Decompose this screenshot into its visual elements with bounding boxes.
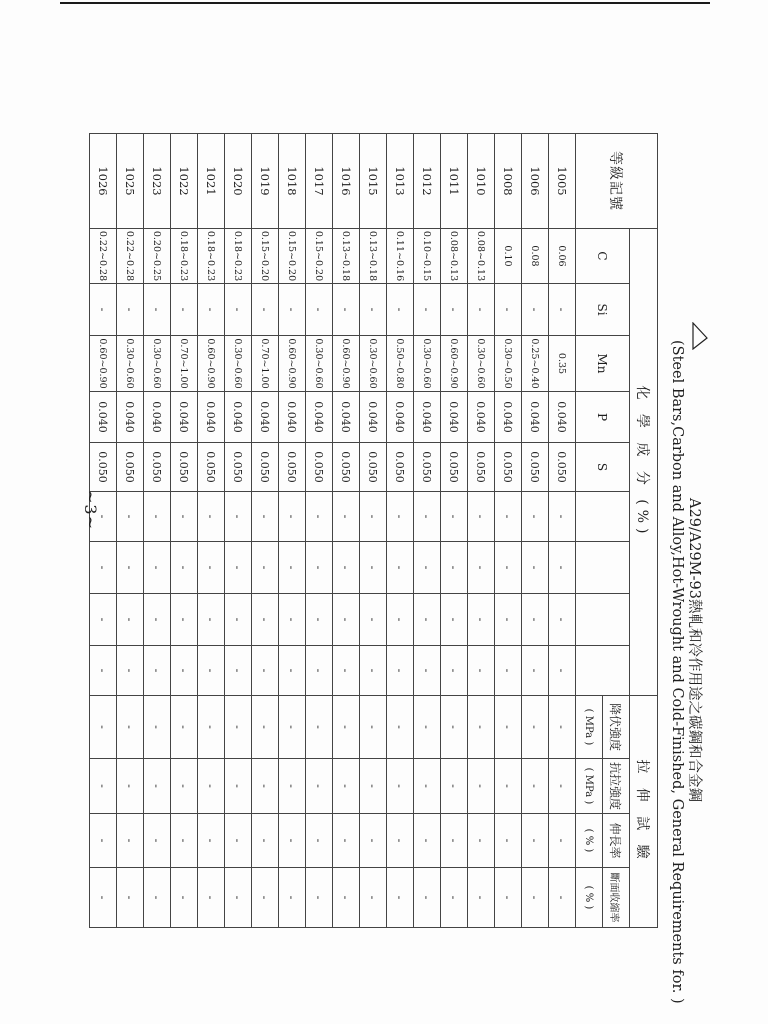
phosphorus-cell: 0.040 bbox=[414, 392, 441, 443]
grade-cell: 1023 bbox=[144, 134, 171, 229]
empty-value-cell: - bbox=[279, 646, 306, 696]
empty-value-cell: - bbox=[549, 814, 576, 868]
grade-cell: 1020 bbox=[225, 134, 252, 229]
empty-value-cell: - bbox=[495, 492, 522, 542]
empty-value-cell: - bbox=[279, 696, 306, 759]
empty-value-cell: - bbox=[171, 542, 198, 594]
sulfur-cell: 0.050 bbox=[306, 443, 333, 492]
empty-value-cell: - bbox=[117, 868, 144, 928]
empty-value-cell: - bbox=[387, 868, 414, 928]
grade-cell: 1008 bbox=[495, 134, 522, 229]
phosphorus-cell: 0.040 bbox=[360, 392, 387, 443]
empty-value-cell: - bbox=[225, 814, 252, 868]
sulfur-cell: 0.050 bbox=[117, 443, 144, 492]
sulfur-cell: 0.050 bbox=[495, 443, 522, 492]
element-mn-header: Mn bbox=[576, 336, 630, 392]
empty-value-cell: - bbox=[90, 814, 117, 868]
empty-value-cell: - bbox=[90, 542, 117, 594]
silicon-cell: - bbox=[549, 284, 576, 336]
carbon-cell: 0.22~0.28 bbox=[90, 229, 117, 284]
empty-value-cell: - bbox=[414, 646, 441, 696]
empty-value-cell: - bbox=[495, 542, 522, 594]
grade-cell: 1021 bbox=[198, 134, 225, 229]
empty-value-cell: - bbox=[522, 868, 549, 928]
empty-value-cell: - bbox=[117, 646, 144, 696]
silicon-cell: - bbox=[90, 284, 117, 336]
sulfur-cell: 0.050 bbox=[90, 443, 117, 492]
empty-value-cell: - bbox=[252, 759, 279, 814]
empty-value-cell: - bbox=[414, 542, 441, 594]
empty-value-cell: - bbox=[117, 594, 144, 646]
empty-value-cell: - bbox=[333, 696, 360, 759]
empty-value-cell: - bbox=[414, 696, 441, 759]
sulfur-cell: 0.050 bbox=[333, 443, 360, 492]
empty-value-cell: - bbox=[252, 646, 279, 696]
empty-value-cell: - bbox=[198, 759, 225, 814]
table-row bbox=[441, 134, 468, 928]
manganese-cell: 0.30~0.60 bbox=[468, 336, 495, 392]
manganese-cell: 0.30~0.60 bbox=[306, 336, 333, 392]
empty-value-cell: - bbox=[144, 759, 171, 814]
manganese-cell: 0.60~0.90 bbox=[198, 336, 225, 392]
empty-value-cell: - bbox=[144, 542, 171, 594]
empty-value-cell: - bbox=[279, 759, 306, 814]
empty-value-cell: - bbox=[171, 646, 198, 696]
empty-value-cell: - bbox=[549, 646, 576, 696]
empty-value-cell: - bbox=[333, 492, 360, 542]
elongation-header: 伸長率 bbox=[603, 814, 630, 868]
empty-value-cell: - bbox=[441, 646, 468, 696]
empty-value-cell: - bbox=[387, 492, 414, 542]
manganese-cell: 0.25~0.40 bbox=[522, 336, 549, 392]
silicon-cell: - bbox=[414, 284, 441, 336]
empty-value-cell: - bbox=[387, 542, 414, 594]
phosphorus-cell: 0.040 bbox=[252, 392, 279, 443]
grade-cell: 1025 bbox=[117, 134, 144, 229]
empty-value-cell: - bbox=[549, 594, 576, 646]
empty-value-cell: - bbox=[225, 868, 252, 928]
empty-value-cell: - bbox=[306, 868, 333, 928]
empty-value-cell: - bbox=[495, 868, 522, 928]
empty-value-cell: - bbox=[360, 542, 387, 594]
reduction-unit: ( % ) bbox=[576, 868, 603, 928]
empty-value-cell: - bbox=[252, 492, 279, 542]
empty-value-cell: - bbox=[522, 696, 549, 759]
title-english: (Steel Bars,Carbon and Alloy,Hot-Wrought and Cold-Finished, General Requirements for. ) bbox=[669, 340, 685, 1004]
empty-value-cell: - bbox=[279, 814, 306, 868]
empty-value-cell: - bbox=[495, 759, 522, 814]
empty-value-cell: - bbox=[306, 759, 333, 814]
empty-value-cell: - bbox=[333, 646, 360, 696]
empty-value-cell: - bbox=[198, 696, 225, 759]
carbon-cell: 0.18~0.23 bbox=[198, 229, 225, 284]
grade-cell: 1012 bbox=[414, 134, 441, 229]
sulfur-cell: 0.050 bbox=[225, 443, 252, 492]
carbon-cell: 0.06 bbox=[549, 229, 576, 284]
empty-value-cell: - bbox=[225, 759, 252, 814]
empty-value-cell: - bbox=[522, 646, 549, 696]
empty-value-cell: - bbox=[198, 492, 225, 542]
phosphorus-cell: 0.040 bbox=[171, 392, 198, 443]
sulfur-cell: 0.050 bbox=[441, 443, 468, 492]
empty-value-cell: - bbox=[360, 759, 387, 814]
table-row bbox=[468, 134, 495, 928]
empty-value-cell: - bbox=[522, 759, 549, 814]
table-row bbox=[522, 134, 549, 928]
silicon-cell: - bbox=[252, 284, 279, 336]
table-row bbox=[495, 134, 522, 928]
empty-value-cell: - bbox=[171, 814, 198, 868]
carbon-cell: 0.18~0.23 bbox=[171, 229, 198, 284]
empty-value-cell: - bbox=[225, 492, 252, 542]
carbon-cell: 0.18~0.23 bbox=[225, 229, 252, 284]
element-p-header: P bbox=[576, 392, 630, 443]
table-row bbox=[252, 134, 279, 928]
empty-value-cell: - bbox=[468, 696, 495, 759]
empty-value-cell: - bbox=[549, 868, 576, 928]
carbon-cell: 0.08~0.13 bbox=[468, 229, 495, 284]
grade-cell: 1019 bbox=[252, 134, 279, 229]
manganese-cell: 0.60~0.90 bbox=[90, 336, 117, 392]
empty-value-cell: - bbox=[468, 646, 495, 696]
empty-value-cell: - bbox=[387, 814, 414, 868]
grade-cell: 1026 bbox=[90, 134, 117, 229]
silicon-cell: - bbox=[198, 284, 225, 336]
phosphorus-cell: 0.040 bbox=[144, 392, 171, 443]
table-row bbox=[414, 134, 441, 928]
blank-header bbox=[576, 542, 630, 594]
empty-value-cell: - bbox=[306, 492, 333, 542]
empty-value-cell: - bbox=[306, 696, 333, 759]
empty-value-cell: - bbox=[171, 594, 198, 646]
sulfur-cell: 0.050 bbox=[360, 443, 387, 492]
sulfur-cell: 0.050 bbox=[279, 443, 306, 492]
empty-value-cell: - bbox=[225, 542, 252, 594]
empty-value-cell: - bbox=[468, 868, 495, 928]
empty-value-cell: - bbox=[252, 868, 279, 928]
element-c-header: C bbox=[576, 229, 630, 284]
tensile-strength-header: 抗拉強度 bbox=[603, 759, 630, 814]
silicon-cell: - bbox=[144, 284, 171, 336]
empty-value-cell: - bbox=[360, 696, 387, 759]
empty-value-cell: - bbox=[333, 868, 360, 928]
empty-value-cell: - bbox=[495, 814, 522, 868]
empty-value-cell: - bbox=[144, 868, 171, 928]
empty-value-cell: - bbox=[549, 542, 576, 594]
manganese-cell: 0.30~0.60 bbox=[117, 336, 144, 392]
manganese-cell: 0.30~0.60 bbox=[144, 336, 171, 392]
empty-value-cell: - bbox=[468, 492, 495, 542]
table-body bbox=[90, 134, 576, 928]
empty-value-cell: - bbox=[333, 594, 360, 646]
empty-value-cell: - bbox=[549, 696, 576, 759]
empty-value-cell: - bbox=[495, 696, 522, 759]
table-row bbox=[549, 134, 576, 928]
sulfur-cell: 0.050 bbox=[549, 443, 576, 492]
empty-value-cell: - bbox=[549, 492, 576, 542]
empty-value-cell: - bbox=[306, 594, 333, 646]
grade-cell: 1015 bbox=[360, 134, 387, 229]
table-row bbox=[387, 134, 414, 928]
carbon-cell: 0.22~0.28 bbox=[117, 229, 144, 284]
table-row bbox=[171, 134, 198, 928]
empty-value-cell: - bbox=[414, 492, 441, 542]
phosphorus-cell: 0.040 bbox=[306, 392, 333, 443]
empty-value-cell: - bbox=[225, 696, 252, 759]
sulfur-cell: 0.050 bbox=[414, 443, 441, 492]
manganese-cell: 0.30~0.50 bbox=[495, 336, 522, 392]
empty-value-cell: - bbox=[414, 594, 441, 646]
empty-value-cell: - bbox=[306, 542, 333, 594]
element-s-header: S bbox=[576, 443, 630, 492]
empty-value-cell: - bbox=[360, 814, 387, 868]
empty-value-cell: - bbox=[441, 759, 468, 814]
sulfur-cell: 0.050 bbox=[198, 443, 225, 492]
empty-value-cell: - bbox=[441, 594, 468, 646]
empty-value-cell: - bbox=[252, 542, 279, 594]
empty-value-cell: - bbox=[360, 594, 387, 646]
empty-value-cell: - bbox=[252, 696, 279, 759]
grade-cell: 1022 bbox=[171, 134, 198, 229]
carbon-cell: 0.08 bbox=[522, 229, 549, 284]
phosphorus-cell: 0.040 bbox=[90, 392, 117, 443]
silicon-cell: - bbox=[117, 284, 144, 336]
empty-value-cell: - bbox=[144, 492, 171, 542]
silicon-cell: - bbox=[522, 284, 549, 336]
empty-value-cell: - bbox=[90, 759, 117, 814]
reduction-of-area-header: 斷面收縮率 bbox=[603, 868, 630, 928]
empty-value-cell: - bbox=[360, 868, 387, 928]
phosphorus-cell: 0.040 bbox=[225, 392, 252, 443]
element-si-header: Si bbox=[576, 284, 630, 336]
empty-value-cell: - bbox=[306, 814, 333, 868]
chem-composition-header: 化 學 成 分 (%) bbox=[630, 229, 658, 696]
table-row bbox=[306, 134, 333, 928]
empty-value-cell: - bbox=[90, 594, 117, 646]
carbon-cell: 0.15~0.20 bbox=[279, 229, 306, 284]
carbon-cell: 0.10 bbox=[495, 229, 522, 284]
phosphorus-cell: 0.040 bbox=[522, 392, 549, 443]
yield-strength-header: 降伏強度 bbox=[603, 696, 630, 759]
sulfur-cell: 0.050 bbox=[387, 443, 414, 492]
empty-value-cell: - bbox=[468, 759, 495, 814]
silicon-cell: - bbox=[306, 284, 333, 336]
empty-value-cell: - bbox=[414, 759, 441, 814]
table-row bbox=[279, 134, 306, 928]
empty-value-cell: - bbox=[144, 696, 171, 759]
empty-value-cell: - bbox=[90, 696, 117, 759]
empty-value-cell: - bbox=[522, 594, 549, 646]
empty-value-cell: - bbox=[522, 492, 549, 542]
manganese-cell: 0.50~0.80 bbox=[387, 336, 414, 392]
empty-value-cell: - bbox=[522, 814, 549, 868]
empty-value-cell: - bbox=[171, 759, 198, 814]
silicon-cell: - bbox=[387, 284, 414, 336]
empty-value-cell: - bbox=[171, 868, 198, 928]
phosphorus-cell: 0.040 bbox=[441, 392, 468, 443]
empty-value-cell: - bbox=[225, 646, 252, 696]
empty-value-cell: - bbox=[414, 868, 441, 928]
empty-value-cell: - bbox=[171, 492, 198, 542]
table-row bbox=[90, 134, 117, 928]
title-chinese: A29/A29M-93熱軋和冷作用途之碳鋼和合金鋼 bbox=[686, 498, 702, 802]
empty-value-cell: - bbox=[198, 868, 225, 928]
phosphorus-cell: 0.040 bbox=[117, 392, 144, 443]
empty-value-cell: - bbox=[90, 646, 117, 696]
table-row bbox=[198, 134, 225, 928]
manganese-cell: 0.30~0.60 bbox=[414, 336, 441, 392]
empty-value-cell: - bbox=[387, 646, 414, 696]
silicon-cell: - bbox=[441, 284, 468, 336]
manganese-cell: 0.30~0.60 bbox=[225, 336, 252, 392]
empty-value-cell: - bbox=[144, 594, 171, 646]
empty-value-cell: - bbox=[117, 696, 144, 759]
sulfur-cell: 0.050 bbox=[144, 443, 171, 492]
silicon-cell: - bbox=[279, 284, 306, 336]
silicon-cell: - bbox=[225, 284, 252, 336]
tensile-unit: ( MPa ) bbox=[576, 759, 603, 814]
carbon-cell: 0.13~0.18 bbox=[360, 229, 387, 284]
empty-value-cell: - bbox=[306, 646, 333, 696]
empty-value-cell: - bbox=[117, 492, 144, 542]
blank-header bbox=[576, 646, 630, 696]
carbon-cell: 0.15~0.20 bbox=[252, 229, 279, 284]
empty-value-cell: - bbox=[117, 759, 144, 814]
empty-value-cell: - bbox=[90, 868, 117, 928]
phosphorus-cell: 0.040 bbox=[549, 392, 576, 443]
sulfur-cell: 0.050 bbox=[522, 443, 549, 492]
silicon-cell: - bbox=[171, 284, 198, 336]
phosphorus-cell: 0.040 bbox=[333, 392, 360, 443]
empty-value-cell: - bbox=[414, 814, 441, 868]
table-row bbox=[360, 134, 387, 928]
carbon-cell: 0.08~0.13 bbox=[441, 229, 468, 284]
empty-value-cell: - bbox=[522, 542, 549, 594]
empty-value-cell: - bbox=[441, 492, 468, 542]
empty-value-cell: - bbox=[144, 814, 171, 868]
phosphorus-cell: 0.040 bbox=[495, 392, 522, 443]
empty-value-cell: - bbox=[198, 646, 225, 696]
empty-value-cell: - bbox=[117, 542, 144, 594]
empty-value-cell: - bbox=[117, 814, 144, 868]
empty-value-cell: - bbox=[198, 814, 225, 868]
empty-value-cell: - bbox=[441, 868, 468, 928]
empty-value-cell: - bbox=[495, 646, 522, 696]
empty-value-cell: - bbox=[198, 542, 225, 594]
table-row bbox=[225, 134, 252, 928]
grade-cell: 1018 bbox=[279, 134, 306, 229]
silicon-cell: - bbox=[468, 284, 495, 336]
empty-value-cell: - bbox=[495, 594, 522, 646]
grade-cell: 1011 bbox=[441, 134, 468, 229]
manganese-cell: 0.70~1.00 bbox=[171, 336, 198, 392]
grade-cell: 1017 bbox=[306, 134, 333, 229]
empty-value-cell: - bbox=[387, 759, 414, 814]
table-row bbox=[333, 134, 360, 928]
steel-composition-table bbox=[89, 133, 658, 928]
grade-cell: 1005 bbox=[549, 134, 576, 229]
manganese-cell: 0.60~0.90 bbox=[441, 336, 468, 392]
sulfur-cell: 0.050 bbox=[252, 443, 279, 492]
empty-value-cell: - bbox=[279, 594, 306, 646]
manganese-cell: 0.30~0.60 bbox=[360, 336, 387, 392]
elongation-unit: ( % ) bbox=[576, 814, 603, 868]
manganese-cell: 0.70~1.00 bbox=[252, 336, 279, 392]
grade-cell: 1010 bbox=[468, 134, 495, 229]
phosphorus-cell: 0.040 bbox=[468, 392, 495, 443]
empty-value-cell: - bbox=[441, 542, 468, 594]
manganese-cell: 0.35 bbox=[549, 336, 576, 392]
empty-value-cell: - bbox=[441, 814, 468, 868]
grade-cell: 1013 bbox=[387, 134, 414, 229]
page-number: ~3~ bbox=[81, 490, 100, 530]
table-row bbox=[144, 134, 171, 928]
sulfur-cell: 0.050 bbox=[171, 443, 198, 492]
grade-cell: 1006 bbox=[522, 134, 549, 229]
empty-value-cell: - bbox=[333, 814, 360, 868]
empty-value-cell: - bbox=[468, 542, 495, 594]
silicon-cell: - bbox=[360, 284, 387, 336]
empty-value-cell: - bbox=[225, 594, 252, 646]
empty-value-cell: - bbox=[252, 594, 279, 646]
empty-value-cell: - bbox=[468, 814, 495, 868]
blank-header bbox=[576, 594, 630, 646]
empty-value-cell: - bbox=[387, 594, 414, 646]
empty-value-cell: - bbox=[279, 868, 306, 928]
empty-value-cell: - bbox=[387, 696, 414, 759]
silicon-cell: - bbox=[495, 284, 522, 336]
phosphorus-cell: 0.040 bbox=[198, 392, 225, 443]
table-row bbox=[117, 134, 144, 928]
grade-header: 等級記號 bbox=[576, 134, 658, 229]
empty-value-cell: - bbox=[360, 492, 387, 542]
blank-header bbox=[576, 492, 630, 542]
manganese-cell: 0.60~0.90 bbox=[333, 336, 360, 392]
carbon-cell: 0.11~0.16 bbox=[387, 229, 414, 284]
empty-value-cell: - bbox=[198, 594, 225, 646]
grade-cell: 1016 bbox=[333, 134, 360, 229]
empty-value-cell: - bbox=[279, 542, 306, 594]
empty-value-cell: - bbox=[360, 646, 387, 696]
silicon-cell: - bbox=[333, 284, 360, 336]
carbon-cell: 0.10~0.15 bbox=[414, 229, 441, 284]
carbon-cell: 0.13~0.18 bbox=[333, 229, 360, 284]
empty-value-cell: - bbox=[441, 696, 468, 759]
phosphorus-cell: 0.040 bbox=[387, 392, 414, 443]
carbon-cell: 0.15~0.20 bbox=[306, 229, 333, 284]
empty-value-cell: - bbox=[333, 542, 360, 594]
empty-value-cell: - bbox=[171, 696, 198, 759]
tensile-test-header: 拉 伸 試 驗 bbox=[630, 696, 658, 928]
phosphorus-cell: 0.040 bbox=[279, 392, 306, 443]
yield-unit: ( MPa ) bbox=[576, 696, 603, 759]
empty-value-cell: - bbox=[90, 492, 117, 542]
sulfur-cell: 0.050 bbox=[468, 443, 495, 492]
manganese-cell: 0.60~0.90 bbox=[279, 336, 306, 392]
empty-value-cell: - bbox=[333, 759, 360, 814]
carbon-cell: 0.20~0.25 bbox=[144, 229, 171, 284]
empty-value-cell: - bbox=[549, 759, 576, 814]
empty-value-cell: - bbox=[468, 594, 495, 646]
empty-value-cell: - bbox=[252, 814, 279, 868]
empty-value-cell: - bbox=[144, 646, 171, 696]
empty-value-cell: - bbox=[279, 492, 306, 542]
